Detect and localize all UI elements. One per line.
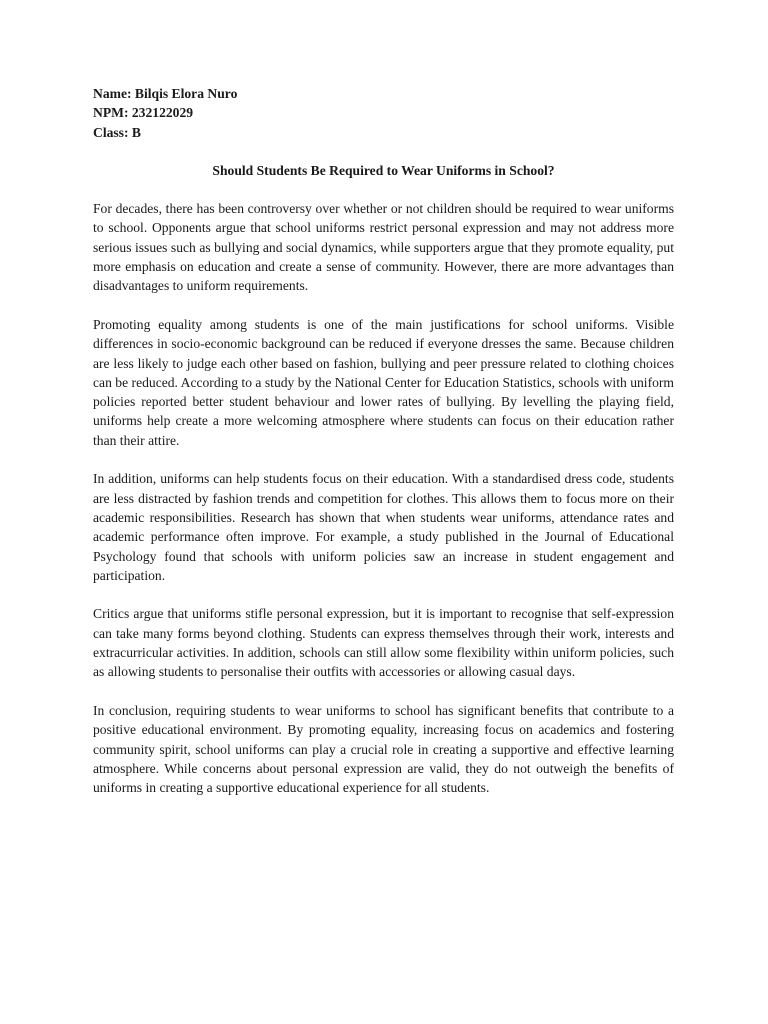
paragraph-equality: Promoting equality among students is one of the main justifications for school uniforms. Visible differences in socio-economic background can be reduced if everyone dresses the same. Because children are less likely to judge each other based on fashion, bullying and peer pressure related to clothing choices can be reduced. According to a study by the National Center for Education Statistics, schools with uniform policies reported better student behaviour and lower rates of bullying. By levelling the playing field, uniforms help create a more welcoming atmosphere where students can focus on their education rather than their attire. (93, 316, 674, 448)
paragraph-focus: In addition, uniforms can help students focus on their education. With a standardised dress code, students are less distracted by fashion trends and competition for clothes. This allows them to focus more on their academic responsibilities. Research has shown that when students wear uniforms, attendance rates and academic performance often improve. For example, a study published in the Journal of Educational Psychology found that schools with uniform policies saw an increase in student engagement and participation. (93, 471, 674, 583)
paragraph-conclusion: In conclusion, requiring students to wear uniforms to school has significant benefits that contribute to a positive educational environment. By promoting equality, increasing focus on academics and fostering community spirit, school uniforms can play a crucial role in creating a supportive and effective learning atmosphere. While concerns about personal expression are valid, they do not outweigh the benefits of uniforms in creating a supportive educational experience for all students. (93, 702, 674, 796)
student-npm: NPM: 232122029 (93, 105, 194, 121)
paragraph-critics: Critics argue that uniforms stifle personal expression, but it is important to recognise that self-expression can take many forms beyond clothing. Students can express themselves through their work, interests and extracurricular activities. In addition, schools can still allow some flexibility within uniform policies, such as allowing students to personalise their outfits with accessories or allowing casual days. (93, 606, 674, 680)
essay-title: Should Students Be Required to Wear Uniforms in School? (212, 162, 555, 178)
student-name: Name: Bilqis Elora Nuro (93, 86, 238, 101)
student-class: Class: B (93, 124, 141, 140)
paragraph-intro: For decades, there has been controversy over whether or not children should be required to wear uniforms to school. Opponents argue that school uniforms restrict personal expression and may not address more serious issues such as bullying and social dynamics, while supporters argue that they promote equality, put more emphasis on education and create a sense of community. However, there are more advantages than disadvantages to uniform requirements. (93, 201, 674, 294)
student-info (93, 84, 674, 142)
document-page (93, 84, 674, 817)
